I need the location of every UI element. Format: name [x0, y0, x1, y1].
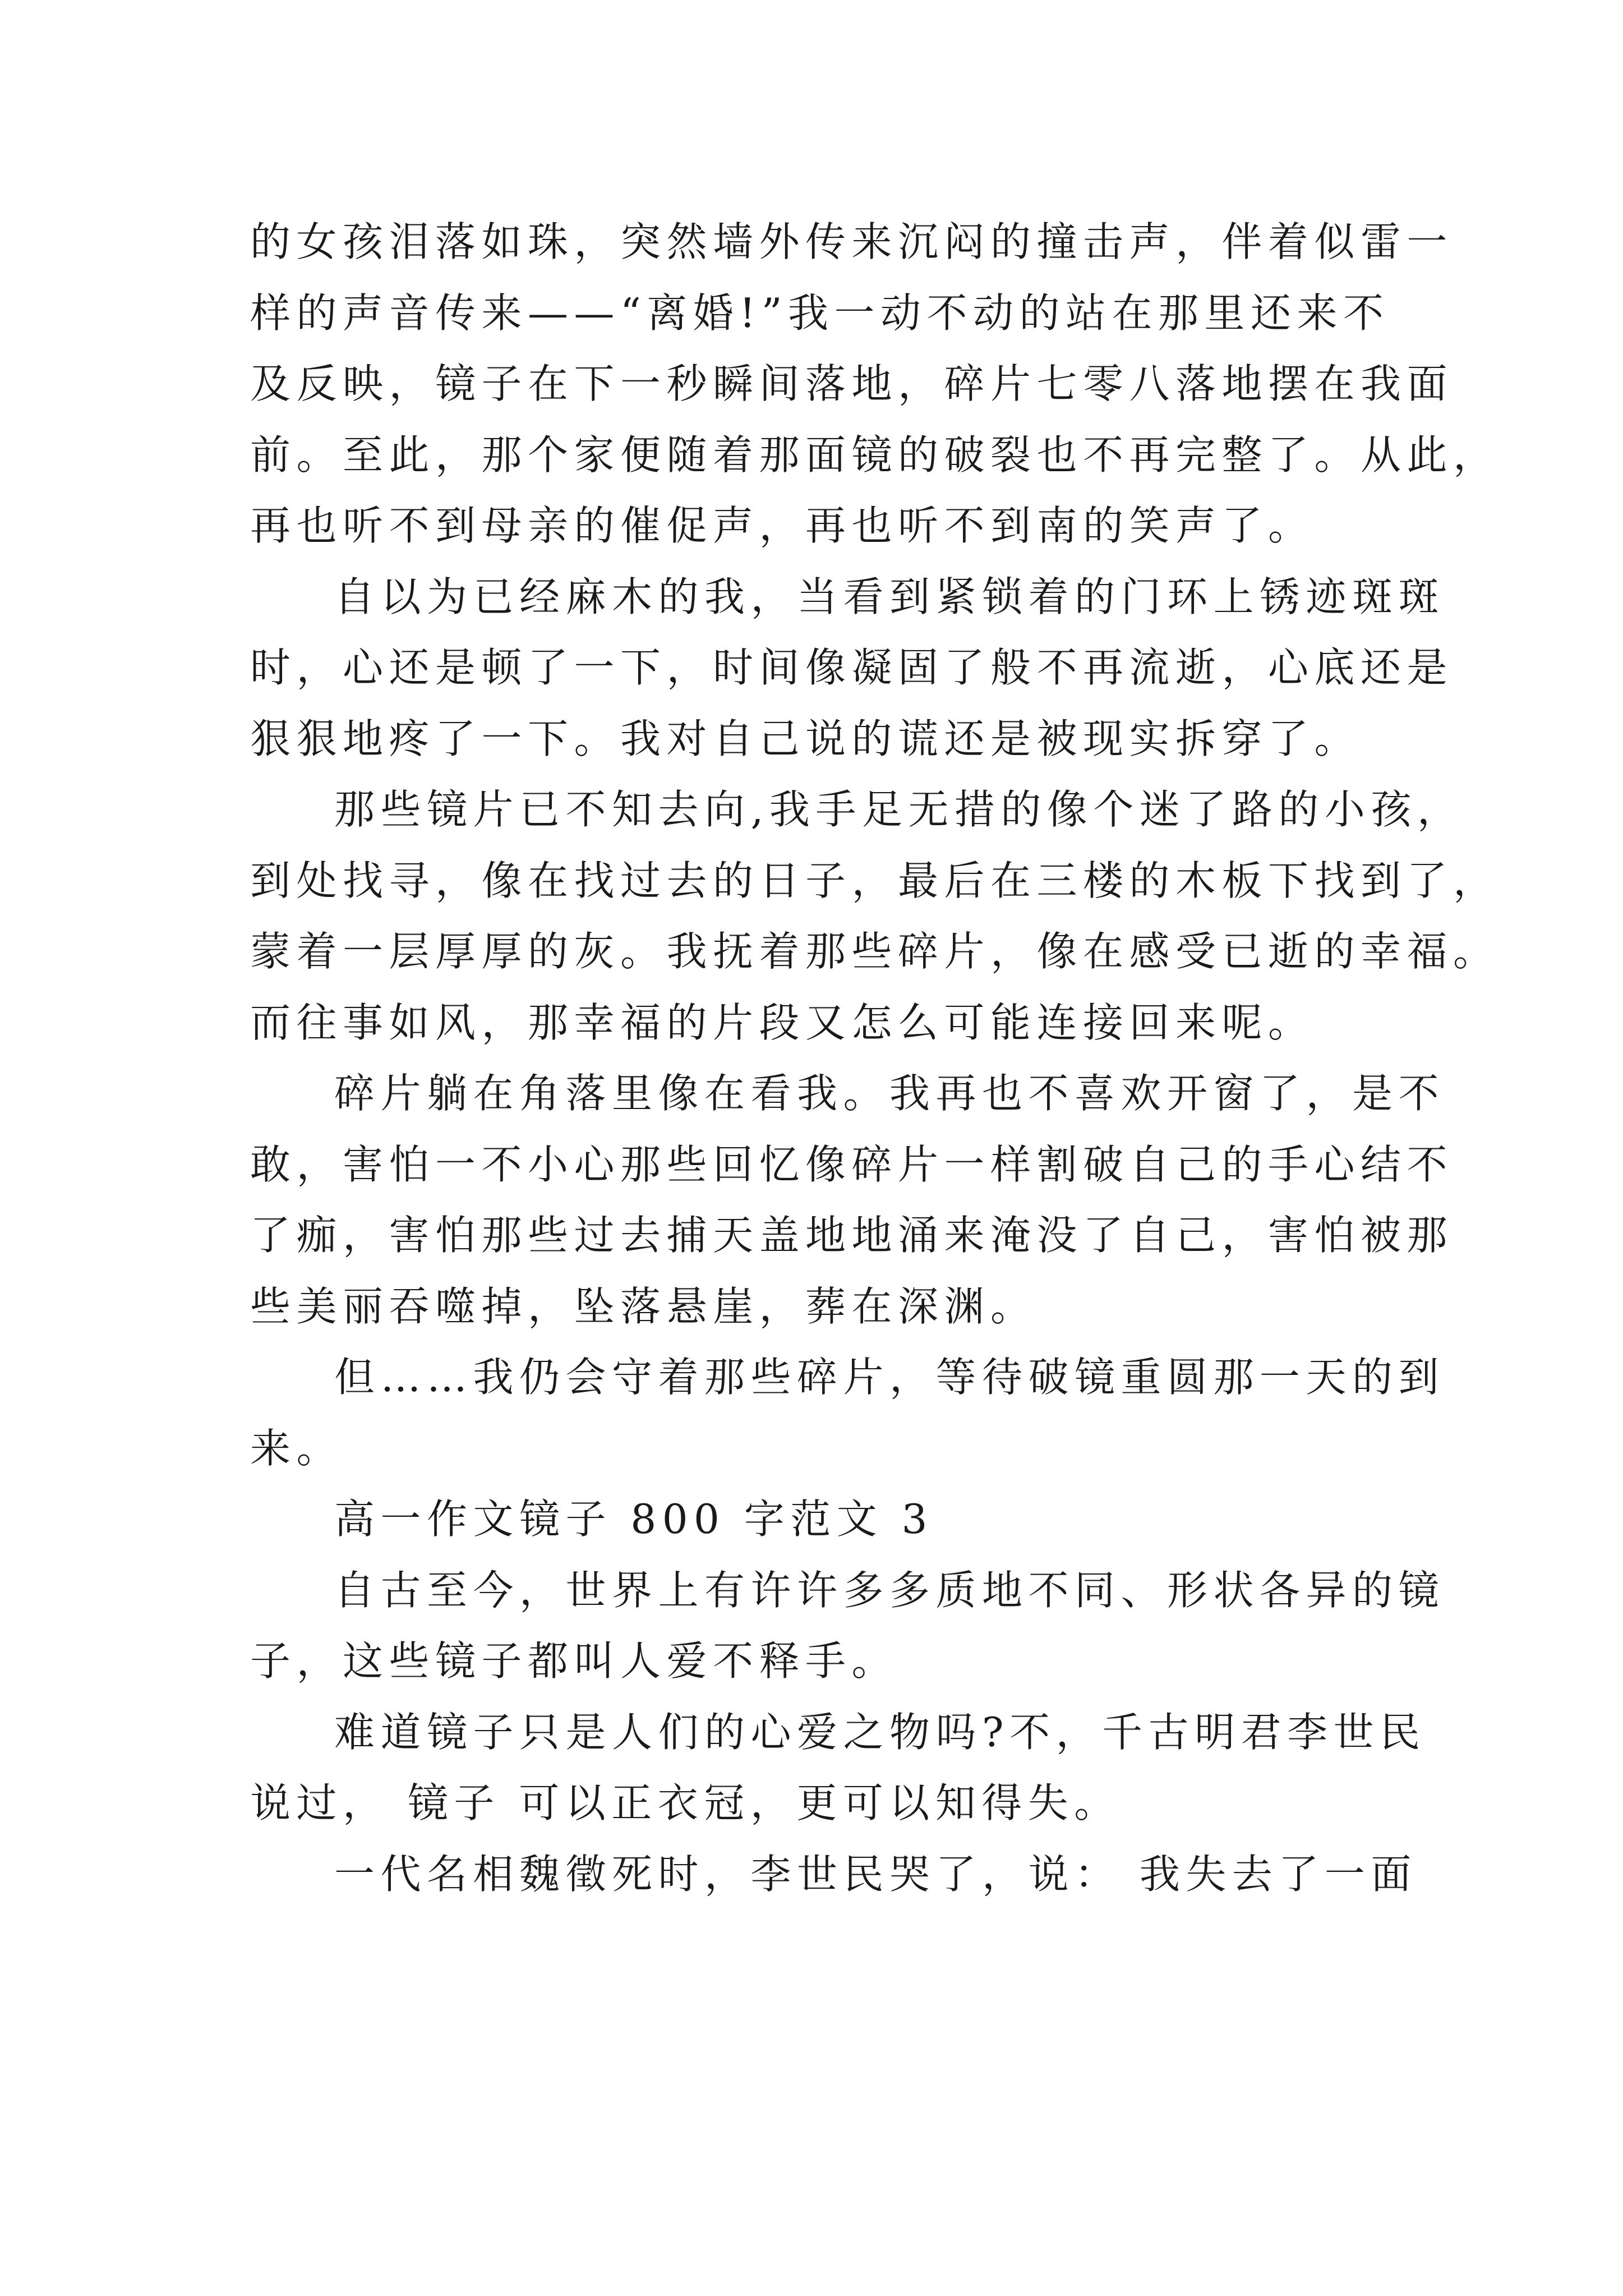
text-line: 蒙着一层厚厚的灰。我抚着那些碎片，像在感受已逝的幸福。	[250, 928, 1500, 975]
text-line: 样的声音传来——“离婚!”我一动不动的站在那里还来不	[250, 289, 1390, 337]
text-line: 子，这些镜子都叫人爱不释手。	[250, 1637, 898, 1685]
text-line: 时，心还是顿了一下，时间像凝固了般不再流逝，心底还是	[250, 644, 1454, 691]
text-line: 那些镜片已不知去向,我手足无措的像个迷了路的小孩，	[334, 786, 1464, 833]
text-line: 再也听不到母亲的催促声，再也听不到南的笑声了。	[250, 502, 1315, 549]
text-line: 前。至此，那个家便随着那面镜的破裂也不再完整了。从此，	[250, 431, 1500, 478]
text-line: 难道镜子只是人们的心爱之物吗?不，千古明君李世民	[334, 1708, 1426, 1756]
text-line: 高一作文镜子 800 字范文 3	[334, 1496, 933, 1543]
text-line: 自古至今，世界上有许许多多质地不同、形状各异的镜	[334, 1566, 1445, 1614]
text-line: 到处找寻，像在找过去的日子，最后在三楼的木板下找到了，	[250, 857, 1500, 904]
text-line: 敢，害怕一不小心那些回忆像碎片一样割破自己的手心结不	[250, 1140, 1454, 1188]
document-body	[250, 206, 1500, 1910]
text-line: 自以为已经麻木的我，当看到紧锁着的门环上锈迹斑斑	[334, 573, 1445, 620]
text-line: 及反映，镜子在下一秒瞬间落地，碎片七零八落地摆在我面	[250, 360, 1454, 407]
text-line: 些美丽吞噬掉，坠落悬崖，葬在深渊。	[250, 1282, 1037, 1330]
text-line: 的女孩泪落如珠，突然墙外传来沉闷的撞击声，伴着似雷一	[250, 218, 1454, 265]
text-line: 了痂，害怕那些过去捕天盖地地涌来淹没了自己，害怕被那	[250, 1212, 1454, 1259]
text-line: 而往事如风，那幸福的片段又怎么可能连接回来呢。	[250, 999, 1315, 1046]
text-line: 来。	[250, 1424, 343, 1472]
text-line: 碎片躺在角落里像在看我。我再也不喜欢开窗了，是不	[334, 1070, 1445, 1117]
text-line: 一代名相魏徵死时，李世民哭了，说： 我失去了一面	[334, 1850, 1417, 1898]
text-line: 狠狠地疼了一下。我对自己说的谎还是被现实拆穿了。	[250, 715, 1361, 762]
text-line: 但……我仍会守着那些碎片，等待破镜重圆那一天的到	[334, 1354, 1445, 1401]
text-line: 说过， 镜子 可以正衣冠，更可以知得失。	[250, 1779, 1121, 1826]
